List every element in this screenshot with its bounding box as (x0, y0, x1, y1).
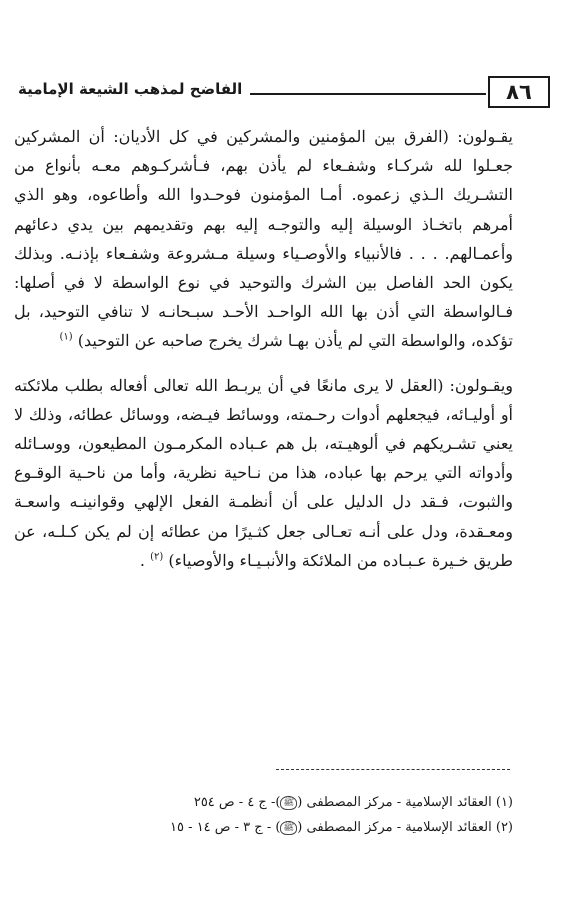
footnote-separator (276, 769, 510, 770)
footnote-2-number: (٢) (495, 820, 513, 835)
page-number: ٨٦ (488, 76, 550, 108)
paragraph-1 (14, 122, 513, 356)
running-title: الفاضح لمذهب الشيعة الإمامية (18, 80, 243, 98)
footnote-1-location: )- ج ٤ - ص ٢٥٤ (193, 795, 281, 810)
footnote-ref-2: (٢) (150, 551, 164, 563)
footnote-1-source: العقائد الإسلامية - مركز المصطفى ( (297, 795, 492, 810)
paragraph-1-text: يقـولون: (الفرق بين المؤمنين والمشركين في كل الأديان: أن المشركين جعـلوا لله شركـاء وشفـعاء لم يأذن بهم، فـأشركـوهم معـه بأنواع من التشـريك الـذي زعموه. أمـا المؤمنون فوحـدوا الله وأطاعوه، وهو الذي أمرهم باتخـاذ الوسيلة إليه والتوجـه إليه بهم وتقديمهم بين يدي دعائهم وأعمـالهم. . . . فالأنبياء والأوصـياء وسيلة مـشروعة وشفـعاء بإذنـه. وبذلك يكون الحد الفاصل بين الشرك والتوحيد في نوع الواسطة لا في أصلها: فـالواسطة التي أذن بها الله الواحـد الأحـد سبـحانـه لا تنافي التوحيد، بل تؤكده، والواسطة التي لم يأذن بهـا شرك يخرج صاحبه عن التوحيد) (14, 127, 513, 351)
paragraph-2 (14, 371, 513, 575)
paragraph-2-tail: . (139, 550, 145, 570)
honorific-seal-icon: ﷺ (280, 796, 297, 810)
footnote-2-source: العقائد الإسلامية - مركز المصطفى ( (297, 820, 492, 835)
honorific-seal-icon: ﷺ (280, 821, 297, 835)
footnote-2-location: ) - ج ٣ - ص ١٤ - ١٥ (170, 820, 281, 835)
footnote-1 (80, 790, 513, 815)
footnote-ref-1: (١) (59, 332, 73, 344)
body-text (14, 122, 513, 575)
paragraph-2-text: ويقـولون: (العقل لا يرى مانعًا في أن يربـط الله تعالى أفعاله بطلب ملائكته أو أوليـائه، فيجعلهم أدوات رحـمته، ووسائط فيـضه، ووسائل عطائه، وذلك لا يعني تشـريكهم في ألوهيـته، بل هم عـباده المكرمـون المطيعون، ووسـائله وأدواته التي يرحم بها عباده، هذا من نـاحية نظرية، وأما من ناحـية الوقـوع والثبوت، فـقد دل الدليل على أن أنظمـة الفعل الإلهي وقوانينـه واسعـة ومعـقدة، ودل على أنـه تعـالى جعل كثـيرًا من عطائه إن لم يكن كـلـه، عن طريق خـيرة عـبـاده من الملائكة والأنبـيـاء والأوصياء) (14, 375, 514, 570)
page-header (18, 76, 550, 108)
footnote-1-number: (١) (495, 795, 513, 810)
header-rule (250, 93, 486, 95)
footnotes (80, 790, 513, 840)
footnote-2 (80, 815, 513, 840)
